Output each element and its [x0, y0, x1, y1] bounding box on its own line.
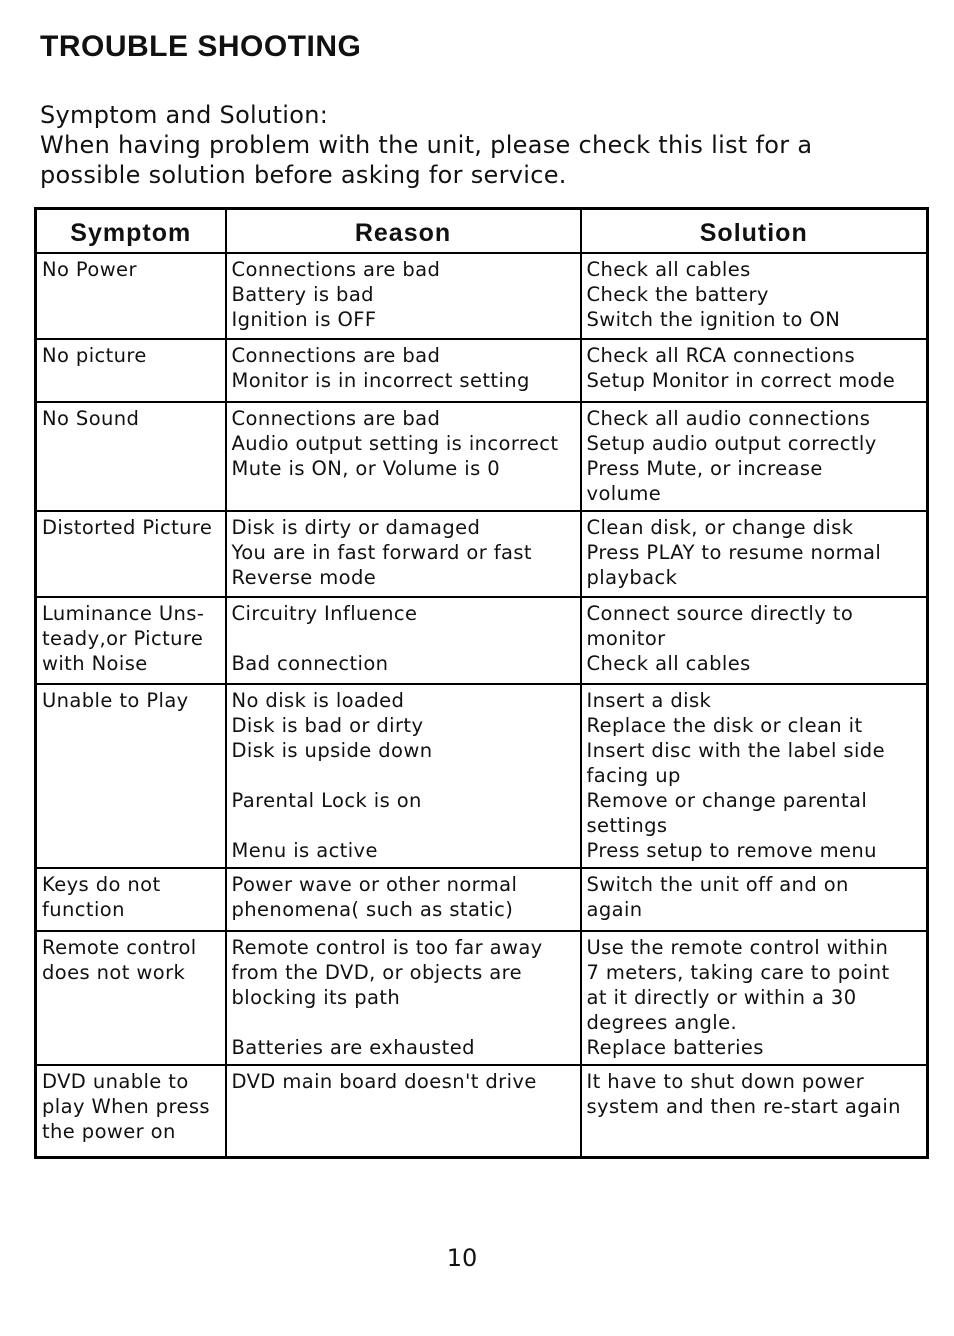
symptom-line: Distorted Picture [42, 516, 213, 539]
solution-line: Check the battery [586, 283, 769, 306]
symptom-line: play When press [42, 1095, 210, 1118]
table-row [36, 931, 928, 1065]
reason-line: Parental Lock is on [231, 789, 422, 812]
solution-line: Use the remote control within [586, 936, 889, 959]
solution-line: again [586, 898, 643, 921]
solution-cell [581, 253, 928, 339]
blank-line [232, 626, 575, 651]
reason-cell [226, 339, 581, 402]
reason-line: Connections are bad [231, 344, 441, 367]
solution-line: 7 meters, taking care to point [586, 961, 890, 984]
solution-line: settings [586, 814, 668, 837]
symptom-line: No Power [42, 258, 137, 281]
symptom-cell [36, 253, 226, 339]
reason-cell [226, 511, 581, 597]
symptom-cell [36, 1065, 226, 1157]
reason-line: Disk is bad or dirty [231, 714, 424, 737]
reason-line: Mute is ON, or Volume is 0 [231, 457, 501, 480]
reason-cell [226, 931, 581, 1065]
reason-line: Batteries are exhausted [231, 1036, 475, 1059]
reason-line: Circuitry Influence [231, 602, 418, 625]
intro-line: When having problem with the unit, please check this list for a [40, 131, 813, 159]
reason-line: Monitor is in incorrect setting [231, 369, 530, 392]
symptom-line: No picture [42, 344, 147, 367]
symptom-line: function [42, 898, 125, 921]
reason-line: Power wave or other normal [231, 873, 518, 896]
table-row [36, 253, 928, 339]
table-row [36, 511, 928, 597]
reason-line: blocking its path [231, 986, 401, 1009]
symptom-line: with Noise [42, 652, 148, 675]
solution-line: Check all cables [586, 652, 751, 675]
solution-line: Check all audio connections [586, 407, 871, 430]
reason-cell [226, 868, 581, 931]
solution-line: volume [586, 482, 662, 505]
solution-line: Replace batteries [586, 1036, 764, 1059]
intro-text [40, 100, 920, 190]
solution-cell [581, 339, 928, 402]
symptom-line: teady,or Picture [42, 627, 204, 650]
reason-line: Menu is active [231, 839, 378, 862]
reason-line: Remote control is too far away [231, 936, 543, 959]
solution-line: Connect source directly to [586, 602, 854, 625]
reason-cell [226, 1065, 581, 1157]
intro-line: Symptom and Solution: [40, 101, 329, 129]
solution-line: It have to shut down power [586, 1070, 865, 1093]
solution-line: Replace the disk or clean it [586, 714, 863, 737]
header-solution: Solution [581, 209, 928, 254]
solution-line: Check all RCA connections [586, 344, 855, 367]
solution-line: Switch the ignition to ON [586, 308, 841, 331]
reason-line: phenomena( such as static) [231, 898, 514, 921]
reason-line: DVD main board doesn't drive [231, 1070, 537, 1093]
solution-line: Setup audio output correctly [586, 432, 877, 455]
header-reason: Reason [226, 209, 581, 254]
reason-line: Bad connection [231, 652, 389, 675]
solution-line: at it directly or within a 30 [586, 986, 857, 1009]
blank-line [232, 1010, 575, 1035]
solution-cell [581, 868, 928, 931]
symptom-line: the power on [42, 1120, 176, 1143]
solution-line: facing up [586, 764, 681, 787]
solution-line: Setup Monitor in correct mode [586, 369, 896, 392]
symptom-line: Remote control [42, 936, 197, 959]
reason-cell [226, 597, 581, 684]
reason-line: Connections are bad [231, 407, 441, 430]
solution-line: monitor [586, 627, 666, 650]
table-body [36, 253, 928, 1157]
solution-line: degrees angle. [586, 1011, 738, 1034]
header-symptom: Symptom [36, 209, 226, 254]
table-row [36, 868, 928, 931]
symptom-cell [36, 511, 226, 597]
reason-cell [226, 684, 581, 868]
table-row [36, 339, 928, 402]
solution-line: Press PLAY to resume normal [586, 541, 882, 564]
symptom-cell [36, 402, 226, 511]
solution-line: Switch the unit off and on [586, 873, 849, 896]
solution-line: Remove or change parental [586, 789, 868, 812]
symptom-cell [36, 684, 226, 868]
reason-line: You are in fast forward or fast [231, 541, 532, 564]
reason-line: Reverse mode [231, 566, 377, 589]
symptom-line: No Sound [42, 407, 140, 430]
solution-cell [581, 597, 928, 684]
blank-line [232, 813, 575, 838]
page-number: 10 [446, 1244, 478, 1272]
table-header-row [36, 209, 928, 254]
solution-cell [581, 511, 928, 597]
solution-cell [581, 931, 928, 1065]
solution-line: system and then re-start again [586, 1095, 901, 1118]
solution-line: Check all cables [586, 258, 751, 281]
reason-line: Disk is upside down [231, 739, 433, 762]
table-row [36, 402, 928, 511]
table-row [36, 597, 928, 684]
symptom-line: does not work [42, 961, 186, 984]
reason-cell [226, 253, 581, 339]
symptom-cell [36, 339, 226, 402]
blank-line [232, 763, 575, 788]
reason-line: Connections are bad [231, 258, 441, 281]
reason-line: Ignition is OFF [231, 308, 377, 331]
solution-cell [581, 402, 928, 511]
table-row [36, 1065, 928, 1157]
solution-line: Insert a disk [586, 689, 712, 712]
solution-line: Insert disc with the label side [586, 739, 885, 762]
solution-cell [581, 684, 928, 868]
solution-line: Press Mute, or increase [586, 457, 823, 480]
reason-line: Battery is bad [231, 283, 374, 306]
symptom-line: Unable to Play [42, 689, 189, 712]
table-row [36, 684, 928, 868]
symptom-line: DVD unable to [42, 1070, 189, 1093]
intro-line: possible solution before asking for service. [40, 161, 567, 189]
symptom-cell [36, 868, 226, 931]
symptom-cell [36, 931, 226, 1065]
solution-cell [581, 1065, 928, 1157]
solution-line: playback [586, 566, 678, 589]
symptom-cell [36, 597, 226, 684]
solution-line: Press setup to remove menu [586, 839, 877, 862]
reason-cell [226, 402, 581, 511]
symptom-line: Keys do not [42, 873, 161, 896]
reason-line: No disk is loaded [231, 689, 405, 712]
reason-line: Disk is dirty or damaged [231, 516, 481, 539]
reason-line: from the DVD, or objects are [231, 961, 523, 984]
troubleshooting-table [34, 207, 929, 1159]
solution-line: Clean disk, or change disk [586, 516, 854, 539]
page-title: TROUBLE SHOOTING [40, 30, 362, 63]
reason-line: Audio output setting is incorrect [231, 432, 559, 455]
symptom-line: Luminance Uns- [42, 602, 205, 625]
